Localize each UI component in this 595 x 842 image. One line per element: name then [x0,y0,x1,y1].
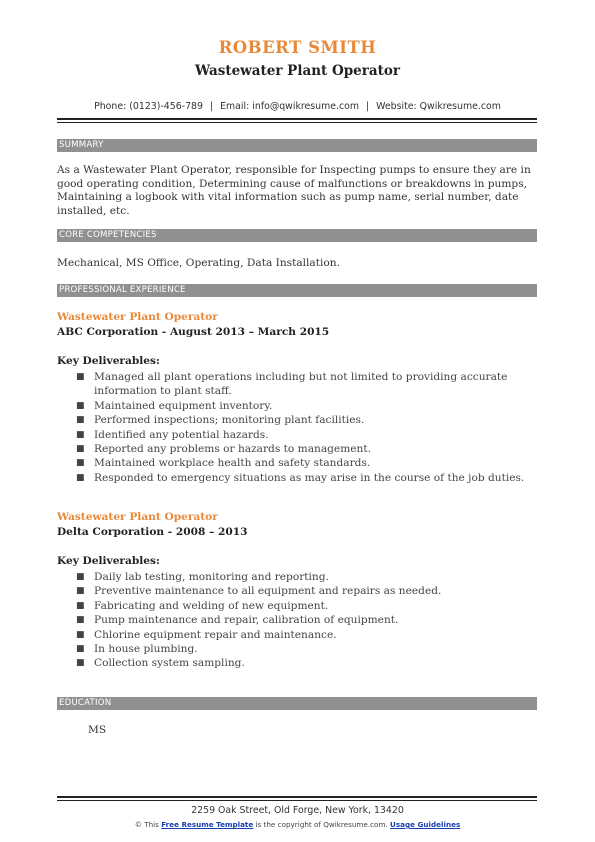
list-item: ■ Collection system sampling. [76,657,245,670]
competencies-text: Mechanical, MS Office, Operating, Data Installation. [57,257,340,269]
bullet-icon: ■ [76,600,85,611]
bullet-icon: ■ [76,372,85,382]
contact-phone: Phone: (0123)-456-789 [94,101,203,112]
contact-separator: | [209,101,214,112]
job-role: Wastewater Plant Operator [57,511,218,523]
list-item: ■ Chlorine equipment repair and maintenance. [76,628,337,641]
list-item: ■ In house plumbing. [76,643,198,656]
bullet-icon: ■ [76,586,85,597]
section-heading-experience: PROFESSIONAL EXPERIENCE [57,284,537,297]
footer-divider-thick [57,796,537,798]
bullet-icon: ■ [76,429,85,440]
bullet-icon: ■ [76,444,85,455]
section-heading-summary: SUMMARY [57,139,537,152]
section-heading-education: EDUCATION [57,697,537,710]
list-item: ■ Responded to emergency situations as may arise in the course of the job duties. [76,471,525,484]
job-company: ABC Corporation - August 2013 – March 2015 [57,326,330,338]
footer-divider-thin [57,800,537,801]
contact-separator: | [366,101,370,112]
summary-text: As a Wastewater Plant Operator, responsible for Inspecting pumps to ensure they are in good operating condition, Determining cause of malfunctions or breakdowns in pumps, Maintaining a logbook with vital information such as pump name, serial number, date installed, etc. [57,164,531,217]
bullet-icon: ■ [76,400,85,411]
bullet-icon: ■ [76,415,85,426]
bullet-icon: ■ [76,658,85,669]
list-item: ■ Maintained workplace health and safety standards. [76,457,371,470]
copyright-prefix: © This [134,820,159,829]
list-item: ■ Pump maintenance and repair, calibration of equipment. [76,614,399,627]
list-item: ■ Identified any potential hazards. [76,428,269,441]
bullet-icon: ■ [76,458,85,469]
bullet-icon: ■ [76,629,85,640]
bullet-icon: ■ [76,615,85,626]
key-deliverables-label: Key Deliverables: [57,555,160,567]
usage-guidelines-link[interactable]: Usage Guidelines [390,820,461,829]
key-deliverables-label: Key Deliverables: [57,355,160,367]
list-item: ■ Daily lab testing, monitoring and reporting. [76,571,329,583]
contact-line [0,101,595,112]
candidate-name: ROBERT SMITH [218,38,377,57]
deliverables-list [57,370,537,485]
education-degree: MS [88,724,107,736]
list-item: ■ Preventive maintenance to all equipment and repairs as needed. [76,585,442,598]
bullet-icon: ■ [76,572,85,582]
deliverables-list [57,570,537,671]
copyright-middle: is the copyright of Qwikresume.com. [255,820,388,829]
job-company: Delta Corporation - 2008 – 2013 [57,526,248,538]
list-item: ■ Reported any problems or hazards to management. [76,443,371,456]
contact-website: Website: Qwikresume.com [376,101,501,112]
candidate-title: Wastewater Plant Operator [195,63,400,79]
free-resume-template-link[interactable]: Free Resume Template [161,820,254,829]
list-item: ■ Performed inspections; monitoring plant facilities. [76,414,365,427]
job-role: Wastewater Plant Operator [57,311,218,323]
footer-address: 2259 Oak Street, Old Forge, New York, 13420 [191,805,404,816]
header-divider-thin [57,122,537,123]
contact-email: Email: info@qwikresume.com [220,101,360,112]
header-divider-thick [57,118,537,120]
bullet-icon: ■ [76,472,85,483]
bullet-icon: ■ [76,644,85,655]
section-heading-competencies: CORE COMPETENCIES [57,229,537,242]
footer-copyright [0,820,595,829]
list-item: ■ Managed all plant operations including but not limited to providing accurate information to plant staff. [76,371,508,398]
list-item: ■ Maintained equipment inventory. [76,399,273,412]
list-item: ■ Fabricating and welding of new equipment. [76,599,329,612]
